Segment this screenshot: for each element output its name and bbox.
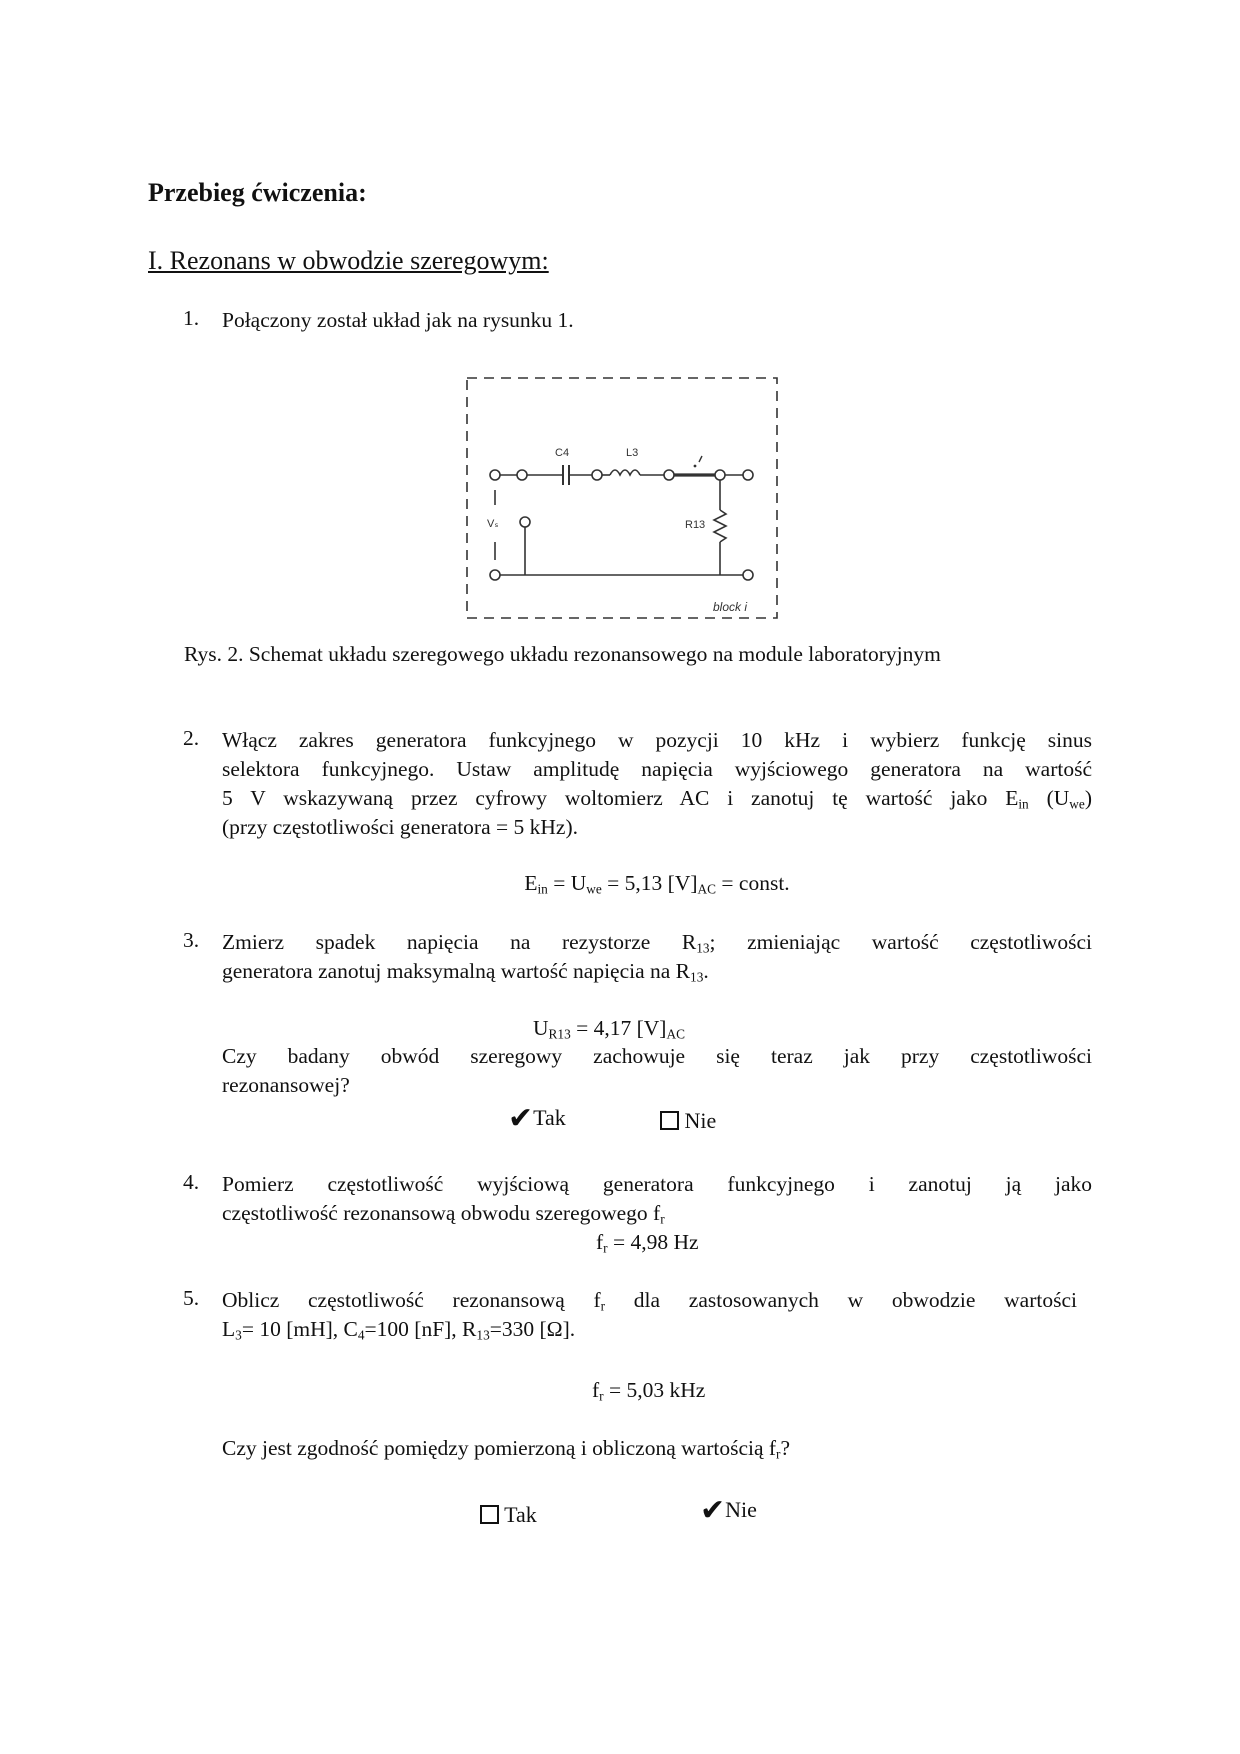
- label-block: block i: [713, 600, 748, 614]
- step3-option-no[interactable]: Nie: [660, 1108, 716, 1134]
- label-c4: C4: [555, 447, 570, 459]
- step4-text: Pomierz częstotliwość wyjściową generatora funkcyjnego i zanotuj ją jako częstotliwość rezonansową obwodu szeregowego $f_r$: [222, 1172, 1092, 1227]
- step2-text: Włącz zakres generatora funkcyjnego w pozycji 10 kHz i wybierz funkcję sinus selektora funkcyjnego. Ustaw amplitudę napięcia wyjściowego generatora na wartość 5 V wskazywaną przez cyfrowy woltomierz AC i zanotuj tę wartość jako $E_{in}$ $(U_{we})$ (przy częstotliwości generatora = 5 kHz).: [222, 728, 1092, 839]
- step-number: 4.: [183, 1170, 200, 1194]
- terminal: [490, 470, 500, 480]
- page-heading: Przebieg ćwiczenia:: [148, 178, 367, 207]
- figure-caption: Rys. 2. Schemat układu szeregowego układu rezonansowego na module laboratoryjnym: [184, 642, 941, 666]
- checkmark-icon: ✔: [508, 1102, 534, 1135]
- step1-text: Połączony został układ jak na rysunku 1.: [222, 308, 574, 332]
- step3-text: Zmierz spadek napięcia na rezystorze $R_{13}$; zmieniając wartość częstotliwości generatora zanotuj maksymalną wartość napięcia na $R_{13}$.: [222, 930, 1092, 985]
- step5-result: $f_r = 5,03$ kHz: [592, 1378, 706, 1404]
- terminal: [517, 470, 527, 480]
- step5-text: Oblicz częstotliwość rezonansową $f_r$ dla zastosowanych w obwodzie wartości $L_3= 10$ [mH], $C_4=100$ [nF], $R_{13}=330$ [Ω].: [222, 1288, 1077, 1343]
- checkbox-empty-icon: [480, 1505, 499, 1524]
- step2-result: $E_{in} = U_{we} = 5,13$ $[V]_{AC}$ = const.: [524, 871, 790, 897]
- label-r13: R13: [685, 519, 706, 531]
- label-vs: Vₛ: [487, 518, 499, 530]
- terminal: [664, 470, 674, 480]
- step5-option-yes[interactable]: Tak: [480, 1502, 537, 1528]
- step-number: 5.: [183, 1286, 200, 1310]
- step3-result: $U_{R13} = 4,17$ $[V]_{AC}$: [533, 1016, 685, 1042]
- step4-result: $f_r = 4,98$ Hz: [596, 1230, 699, 1256]
- step-number: 2.: [183, 726, 200, 750]
- checkmark-icon: ✔: [700, 1494, 726, 1527]
- terminal: [490, 570, 500, 580]
- step3-question: Czy badany obwód szeregowy zachowuje się teraz jak przy częstotliwości rezonansowej?: [222, 1044, 1092, 1097]
- section-title: I. Rezonans w obwodzie szeregowym:: [148, 246, 549, 275]
- block-border: [467, 378, 777, 618]
- label-l3: L3: [626, 447, 639, 459]
- terminal: [743, 570, 753, 580]
- terminal: [715, 470, 725, 480]
- step-number: 3.: [183, 928, 200, 952]
- step3-option-yes[interactable]: ✔Tak: [508, 1102, 566, 1135]
- terminal: [743, 470, 753, 480]
- terminal: [592, 470, 602, 480]
- step-number: 1.: [183, 306, 200, 330]
- terminal: [520, 517, 530, 527]
- step5-question: Czy jest zgodność pomiędzy pomierzoną i obliczoną wartością $f_r$?: [222, 1436, 791, 1462]
- checkbox-empty-icon: [660, 1111, 679, 1130]
- resistor-r13: [714, 510, 726, 542]
- circuit-diagram: [455, 370, 790, 630]
- inductor-l3: [610, 470, 640, 475]
- step5-option-no[interactable]: ✔Nie: [700, 1494, 757, 1527]
